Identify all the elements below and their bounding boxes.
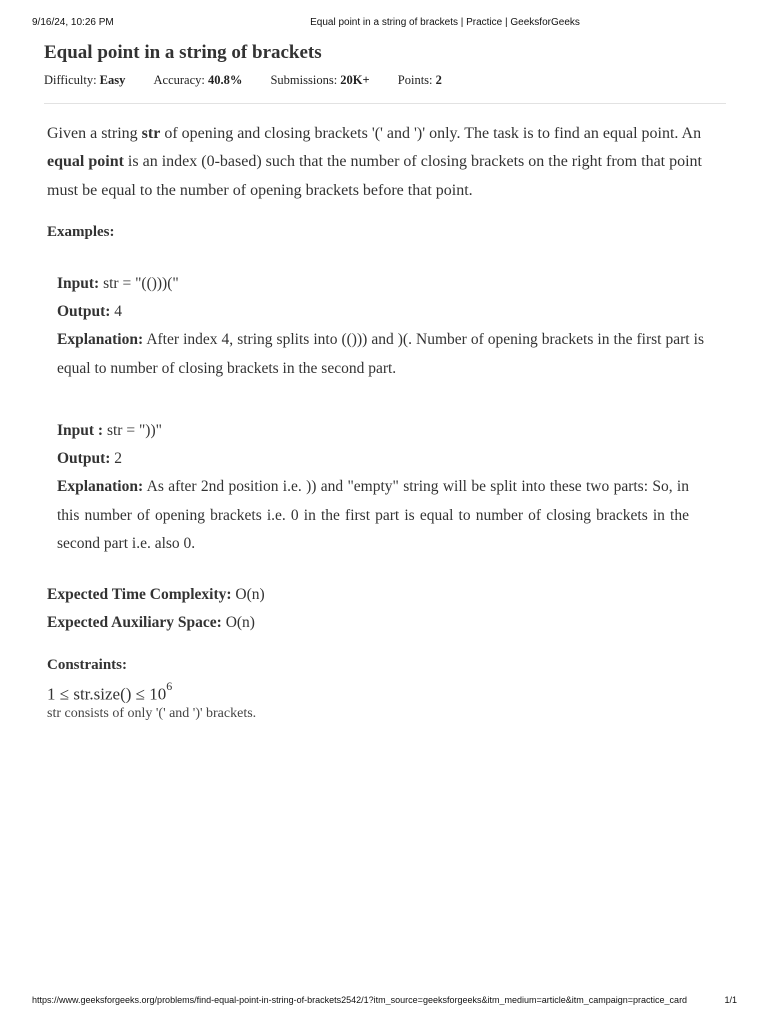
statement-strong-equal-point: equal point [47, 153, 124, 171]
print-url: https://www.geeksforgeeks.org/problems/find-equal-point-in-string-of-brackets2542/1?itm_source=geeksforgeeks&itm_medium=article&itm_campaign=practice_card [32, 995, 688, 1005]
example-2 [57, 417, 689, 558]
examples-heading: Examples: [47, 224, 115, 240]
print-page-number: 1/1 [724, 995, 737, 1005]
print-page-title: Equal point in a string of brackets | Practice | GeeksforGeeks [310, 17, 580, 28]
output-label: Output: [57, 450, 111, 468]
accuracy-label: Accuracy: [153, 73, 205, 87]
auxiliary-space-label: Expected Auxiliary Space: [47, 614, 222, 631]
output-value: 2 [110, 450, 123, 468]
auxiliary-space [47, 614, 255, 632]
example-1 [57, 270, 704, 383]
difficulty-label: Difficulty: [44, 73, 97, 87]
statement-part2: of opening and closing brackets '(' and ')' only. The task is to find an equal point. An [160, 125, 702, 142]
print-header [0, 17, 768, 31]
example-explanation [57, 326, 704, 382]
statement-part1: Given a string [47, 125, 142, 142]
difficulty-value: Easy [99, 73, 126, 87]
accuracy-value: 40.8% [207, 73, 243, 87]
explanation-value: After index 4, string splits into (())) and )(. Number of opening brackets in the first part is equal to number of closing brackets in the second part. [57, 331, 704, 377]
title-divider [44, 103, 726, 104]
time-complexity-label: Expected Time Complexity: [47, 586, 232, 603]
explanation-value: As after 2nd position i.e. )) and "empty" string will be split into these two parts: So, in this number of opening brackets i.e. 0 in the first part is equal to number of closing brackets in the second part i.e. also 0. [57, 478, 689, 552]
time-complexity [47, 586, 265, 604]
input-label: Input : [57, 422, 104, 439]
submissions-value: 20K+ [340, 73, 370, 87]
output-label: Output: [57, 303, 111, 321]
auxiliary-space-value: O(n) [221, 614, 255, 631]
constraint-characters: str consists of only '(' and ')' brackets. [47, 706, 257, 721]
example-explanation [57, 473, 689, 558]
constraints-heading: Constraints: [47, 657, 128, 673]
problem-meta [44, 73, 467, 88]
example-input [57, 270, 704, 298]
constraint-size-exponent: 6 [166, 679, 173, 693]
print-footer [0, 995, 768, 1009]
explanation-label: Explanation: [57, 478, 144, 496]
output-value: 4 [110, 303, 123, 321]
points-meta [398, 73, 442, 87]
input-value: str = "(()))(" [99, 275, 179, 292]
example-output [57, 445, 689, 473]
submissions-label: Submissions: [270, 73, 338, 87]
problem-title: Equal point in a string of brackets [44, 42, 322, 63]
points-value: 2 [435, 73, 442, 87]
input-value: str = "))" [103, 422, 162, 439]
statement-part3: is an index (0-based) such that the number of closing brackets on the right from that point must be equal to the number of opening brackets before that point. [47, 153, 702, 199]
example-input [57, 417, 689, 445]
statement-strong-str: str [141, 125, 161, 142]
time-complexity-value: O(n) [231, 586, 265, 603]
constraint-size-base: 1 ≤ str.size() ≤ 10 [47, 684, 167, 704]
difficulty-meta [44, 73, 129, 87]
submissions-meta [270, 73, 372, 87]
accuracy-meta [154, 73, 246, 87]
problem-statement [47, 120, 727, 205]
example-output [57, 298, 704, 326]
explanation-label: Explanation: [57, 331, 144, 349]
print-datetime: 9/16/24, 10:26 PM [32, 17, 114, 28]
input-label: Input: [57, 275, 100, 292]
constraint-size [47, 679, 173, 705]
points-label: Points: [397, 73, 433, 87]
